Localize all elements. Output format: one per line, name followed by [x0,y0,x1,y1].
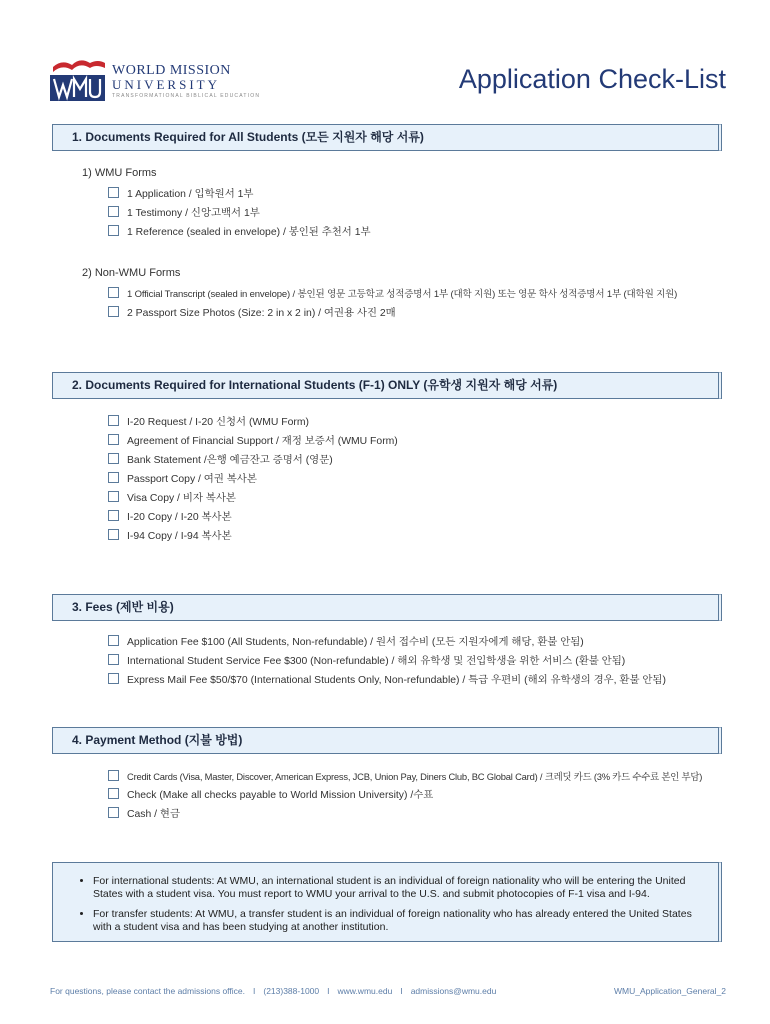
checkbox[interactable] [108,415,119,426]
checkbox[interactable] [108,453,119,464]
page-title: Application Check-List [458,64,726,94]
footer-email-link[interactable]: admissions@wmu.edu [410,986,497,996]
checklist-item: International Student Service Fee $300 (Non-refundable) / 해외 유학생 및 전입학생을 위한 서비스 (환불 안됨) [108,654,625,669]
note-transfer: • For transfer students: At WMU, a transfer student is an individual of foreign nationality who has already entered the United States with a student visa and has been studying at another institution. [93,908,704,934]
footer-separator: I [327,986,330,996]
checklist-item: 1 Official Transcript (sealed in envelope) / 봉인된 영문 고등학교 성적증명서 1부 (대학 지원) 또는 영문 학사 성적증명서 1부 (대학원 지원) [108,287,677,302]
checkbox[interactable] [108,491,119,502]
section-3-header: 3. Fees (제반 비용) [52,594,722,621]
checklist-item: 2 Passport Size Photos (Size: 2 in x 2 in) / 여권용 사진 2매 [108,306,396,321]
checkbox[interactable] [108,654,119,665]
checkbox[interactable] [108,206,119,217]
logo-tagline: TRANSFORMATIONAL BIBLICAL EDUCATION [112,93,261,99]
checkbox[interactable] [108,770,119,781]
notes-list [83,875,704,934]
checklist-item: I-20 Request / I-20 신청서 (WMU Form) [108,415,309,430]
checkbox[interactable] [108,510,119,521]
checkbox[interactable] [108,635,119,646]
checklist-item: I-20 Copy / I-20 복사본 [108,510,232,525]
section-1-header: 1. Documents Required for All Students (모든 지원자 해당 서류) [52,124,722,151]
footer-separator: I [252,986,256,996]
document-code: WMU_Application_General_2 [614,986,726,996]
checkbox[interactable] [108,788,119,799]
checklist-item: Cash / 현금 [108,807,180,822]
checkbox[interactable] [108,472,119,483]
checklist-item: Credit Cards (Visa, Master, Discover, American Express, JCB, Union Pay, Diners Club, BC Global Card) / 크레딧 카드 (3% 카드 수수료 본인 부담) [108,769,702,784]
section-4-header: 4. Payment Method (지불 방법) [52,727,722,754]
note-international: • For international students: At WMU, an international student is an individual of foreign nationality who will be entering the United States with a student visa. You must report to WMU your arrival to the U.S. and submit photocopies of F-1 visa and I-94. [93,875,704,901]
checklist-item: Application Fee $100 (All Students, Non-refundable) / 원서 접수비 (모든 지원자에게 해당, 환불 안됨) [108,635,584,650]
checkbox[interactable] [108,187,119,198]
checkbox[interactable] [108,306,119,317]
checklist-item: 1 Reference (sealed in envelope) / 봉인된 추천서 1부 [108,225,371,240]
checklist-item: 1 Testimony / 신앙고백서 1부 [108,206,260,221]
checkbox[interactable] [108,287,119,298]
checklist-item: Visa Copy / 비자 복사본 [108,491,236,506]
checkbox[interactable] [108,529,119,540]
footer [50,986,496,996]
checklist-item: Check (Make all checks payable to World Mission University) /수표 [108,788,433,803]
checkbox[interactable] [108,225,119,236]
checkbox[interactable] [108,673,119,684]
checkbox[interactable] [108,434,119,445]
checklist-item: Passport Copy / 여권 복사본 [108,472,257,487]
checklist-item: Bank Statement /은행 예금잔고 증명서 (영문) [108,453,333,468]
footer-separator: I [400,986,403,996]
wmu-forms-subheading: 1) WMU Forms [82,167,157,179]
checklist-item: I-94 Copy / I-94 복사본 [108,529,232,544]
checklist-item: 1 Application / 입학원서 1부 [108,187,253,202]
section-2-header: 2. Documents Required for International Students (F-1) ONLY (유학생 지원자 해당 서류) [52,372,722,399]
footer-website-link[interactable]: www.wmu.edu [337,986,393,996]
checklist-item: Express Mail Fee $50/$70 (International Students Only, Non-refundable) / 특급 우편비 (해외 유학생의 경우, 환불 안됨) [108,673,666,688]
footer-phone: (213)388-1000 [263,986,320,996]
notes-box [52,862,722,942]
checkbox[interactable] [108,807,119,818]
logo-text-line1: WORLD MISSION [112,63,231,78]
logo-text-line2: UNIVERSITY [112,77,220,92]
non-wmu-forms-subheading: 2) Non-WMU Forms [82,267,181,279]
footer-contact: For questions, please contact the admissions office. [50,986,245,996]
checklist-item: Agreement of Financial Support / 재정 보증서 (WMU Form) [108,434,398,449]
